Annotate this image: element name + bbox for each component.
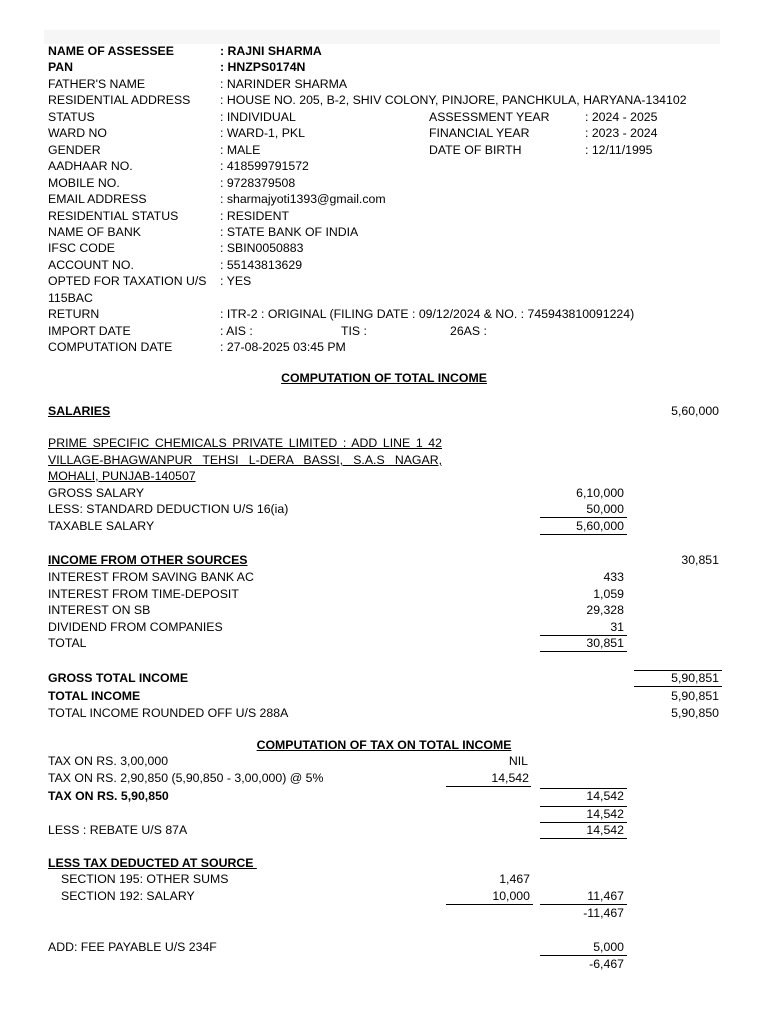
tds-net-amount: -11,467	[583, 906, 624, 920]
header-label: NAME OF ASSESSEE	[48, 44, 174, 58]
header-value: : WARD-1, PKL	[220, 126, 305, 141]
other-total-amount: 30,851	[540, 636, 627, 652]
other-sources-total: 30,851	[681, 553, 719, 567]
header-label: GENDER	[48, 142, 101, 157]
header-label-secondary: DATE OF BIRTH	[429, 142, 522, 157]
header-label: RETURN	[48, 307, 100, 322]
gross-salary-amount: 6,10,000	[576, 486, 624, 500]
header-value: : RAJNI SHARMA	[220, 44, 322, 58]
income-section-title: COMPUTATION OF TOTAL INCOME	[281, 371, 487, 385]
header-label: STATUS	[48, 109, 95, 124]
header-tis-label: TIS :	[341, 323, 367, 338]
taxable-salary-amount: 5,60,000	[540, 519, 627, 535]
header-value: : INDIVIDUAL	[220, 109, 296, 124]
tds-item-label: SECTION 195: OTHER SUMS	[61, 872, 229, 886]
total-income-rounded-amount: 5,90,850	[671, 706, 719, 720]
header-label: IMPORT DATE	[48, 323, 131, 338]
slab1-label: TAX ON RS. 3,00,000	[48, 754, 169, 768]
header-label: ACCOUNT NO.	[48, 257, 134, 272]
header-label: WARD NO	[48, 126, 107, 141]
rebate-amount: 14,542	[540, 822, 627, 839]
header-value-secondary: : 2023 - 2024	[585, 126, 658, 141]
header-value: : 418599791572	[220, 159, 309, 174]
header-value-secondary: : 12/11/1995	[585, 142, 653, 157]
total-income-amount: 5,90,851	[671, 689, 719, 703]
tds-total-amount: 11,467	[540, 889, 627, 905]
tax-subtotal-amount: 14,542	[540, 806, 627, 822]
std-deduction-label: LESS: STANDARD DEDUCTION U/S 16(ia)	[48, 502, 289, 516]
header-label-secondary: FINANCIAL YEAR	[429, 126, 530, 141]
fee-label: ADD: FEE PAYABLE U/S 234F	[48, 940, 217, 954]
tax-section-title: COMPUTATION OF TAX ON TOTAL INCOME	[256, 738, 512, 752]
header-value: : AIS :	[220, 323, 253, 338]
net-amount: -6,467	[589, 957, 624, 971]
header-label: FATHER'S NAME	[48, 76, 146, 91]
gti-label: GROSS TOTAL INCOME	[48, 671, 189, 685]
header-value: : RESIDENT	[220, 208, 290, 223]
header-label: PAN	[48, 60, 74, 75]
taxable-salary-label: TAXABLE SALARY	[48, 519, 155, 533]
gti-amount: 5,90,851	[634, 670, 722, 687]
header-label: 115BAC	[48, 290, 93, 305]
employer-line-3: MOHALI, PUNJAB-140507	[48, 469, 196, 483]
salaries-total: 5,60,000	[671, 404, 719, 418]
header-label: MOBILE NO.	[48, 175, 120, 190]
slab1-amount: NIL	[508, 754, 528, 768]
header-value-secondary: : 2024 - 2025	[585, 109, 658, 124]
other-source-label: INTEREST FROM SAVING BANK AC	[48, 570, 254, 584]
header-value: : MALE	[220, 142, 261, 157]
header-value: : sharmajyoti1393@gmail.com	[220, 192, 386, 207]
header-value: : HNZPS0174N	[220, 60, 306, 75]
header-label: AADHAAR NO.	[48, 159, 133, 174]
salaries-heading: SALARIES	[48, 404, 111, 418]
tds-item-amount: 1,467	[499, 872, 530, 886]
header-label: IFSC CODE	[48, 241, 115, 256]
header-band	[44, 30, 720, 44]
header-value: : STATE BANK OF INDIA	[220, 224, 359, 239]
header-value: : ITR-2 : ORIGINAL (FILING DATE : 09/12/2024 & NO. : 745943810091224)	[220, 307, 635, 322]
other-source-amount: 1,059	[593, 586, 624, 601]
header-value: : 27-08-2025 03:45 PM	[220, 340, 346, 355]
total-income-rounded-label: TOTAL INCOME ROUNDED OFF U/S 288A	[48, 706, 289, 720]
tds-item-label: SECTION 192: SALARY	[61, 889, 195, 903]
rebate-label: LESS : REBATE U/S 87A	[48, 823, 188, 837]
employer-line-1: PRIME SPECIFIC CHEMICALS PRIVATE LIMITED : ADD LINE 1 42	[48, 436, 442, 450]
header-label: NAME OF BANK	[48, 224, 141, 239]
other-source-label: INTEREST FROM TIME-DEPOSIT	[48, 586, 239, 601]
header-26as-label: 26AS :	[450, 323, 487, 338]
header-value: : 9728379508	[220, 175, 296, 190]
std-deduction-amount: 50,000	[540, 502, 627, 518]
header-value: : HOUSE NO. 205, B-2, SHIV COLONY, PINJORE, PANCHKULA, HARYANA-134102	[220, 93, 687, 108]
other-source-label: INTEREST ON SB	[48, 603, 151, 618]
tds-heading: LESS TAX DEDUCTED AT SOURCE	[48, 856, 257, 870]
header-label: OPTED FOR TAXATION U/S	[48, 274, 207, 289]
header-value: : 55143813629	[220, 257, 303, 272]
header-label: COMPUTATION DATE	[48, 340, 173, 355]
other-source-amount: 433	[603, 570, 624, 584]
slab2-amount: 14,542	[446, 771, 531, 787]
other-source-amount: 29,328	[586, 603, 624, 618]
employer-line-2: VILLAGE-BHAGWANPUR TEHSI L-DERA BASSI, S.A.S NAGAR,	[48, 453, 442, 467]
header-label: RESIDENTIAL STATUS	[48, 208, 179, 223]
other-total-label: TOTAL	[48, 636, 87, 650]
other-source-amount: 31	[540, 620, 627, 636]
slab2-label: TAX ON RS. 2,90,850 (5,90,850 - 3,00,000) @ 5%	[48, 771, 324, 785]
other-source-label: DIVIDEND FROM COMPANIES	[48, 619, 223, 634]
gross-salary-label: GROSS SALARY	[48, 486, 145, 500]
header-value: : YES	[220, 274, 252, 289]
fee-amount: 5,000	[540, 940, 627, 956]
header-label: EMAIL ADDRESS	[48, 192, 147, 207]
header-value: : SBIN0050883	[220, 241, 304, 256]
header-value: : NARINDER SHARMA	[220, 76, 348, 91]
tds-item-amount: 10,000	[446, 889, 533, 905]
header-label-secondary: ASSESSMENT YEAR	[429, 109, 550, 124]
header-label: RESIDENTIAL ADDRESS	[48, 93, 191, 108]
total-income-label: TOTAL INCOME	[48, 689, 141, 703]
other-sources-heading: INCOME FROM OTHER SOURCES	[48, 553, 248, 567]
tax-total-amount: 14,542	[540, 788, 627, 804]
tax-total-label: TAX ON RS. 5,90,850	[48, 789, 169, 803]
